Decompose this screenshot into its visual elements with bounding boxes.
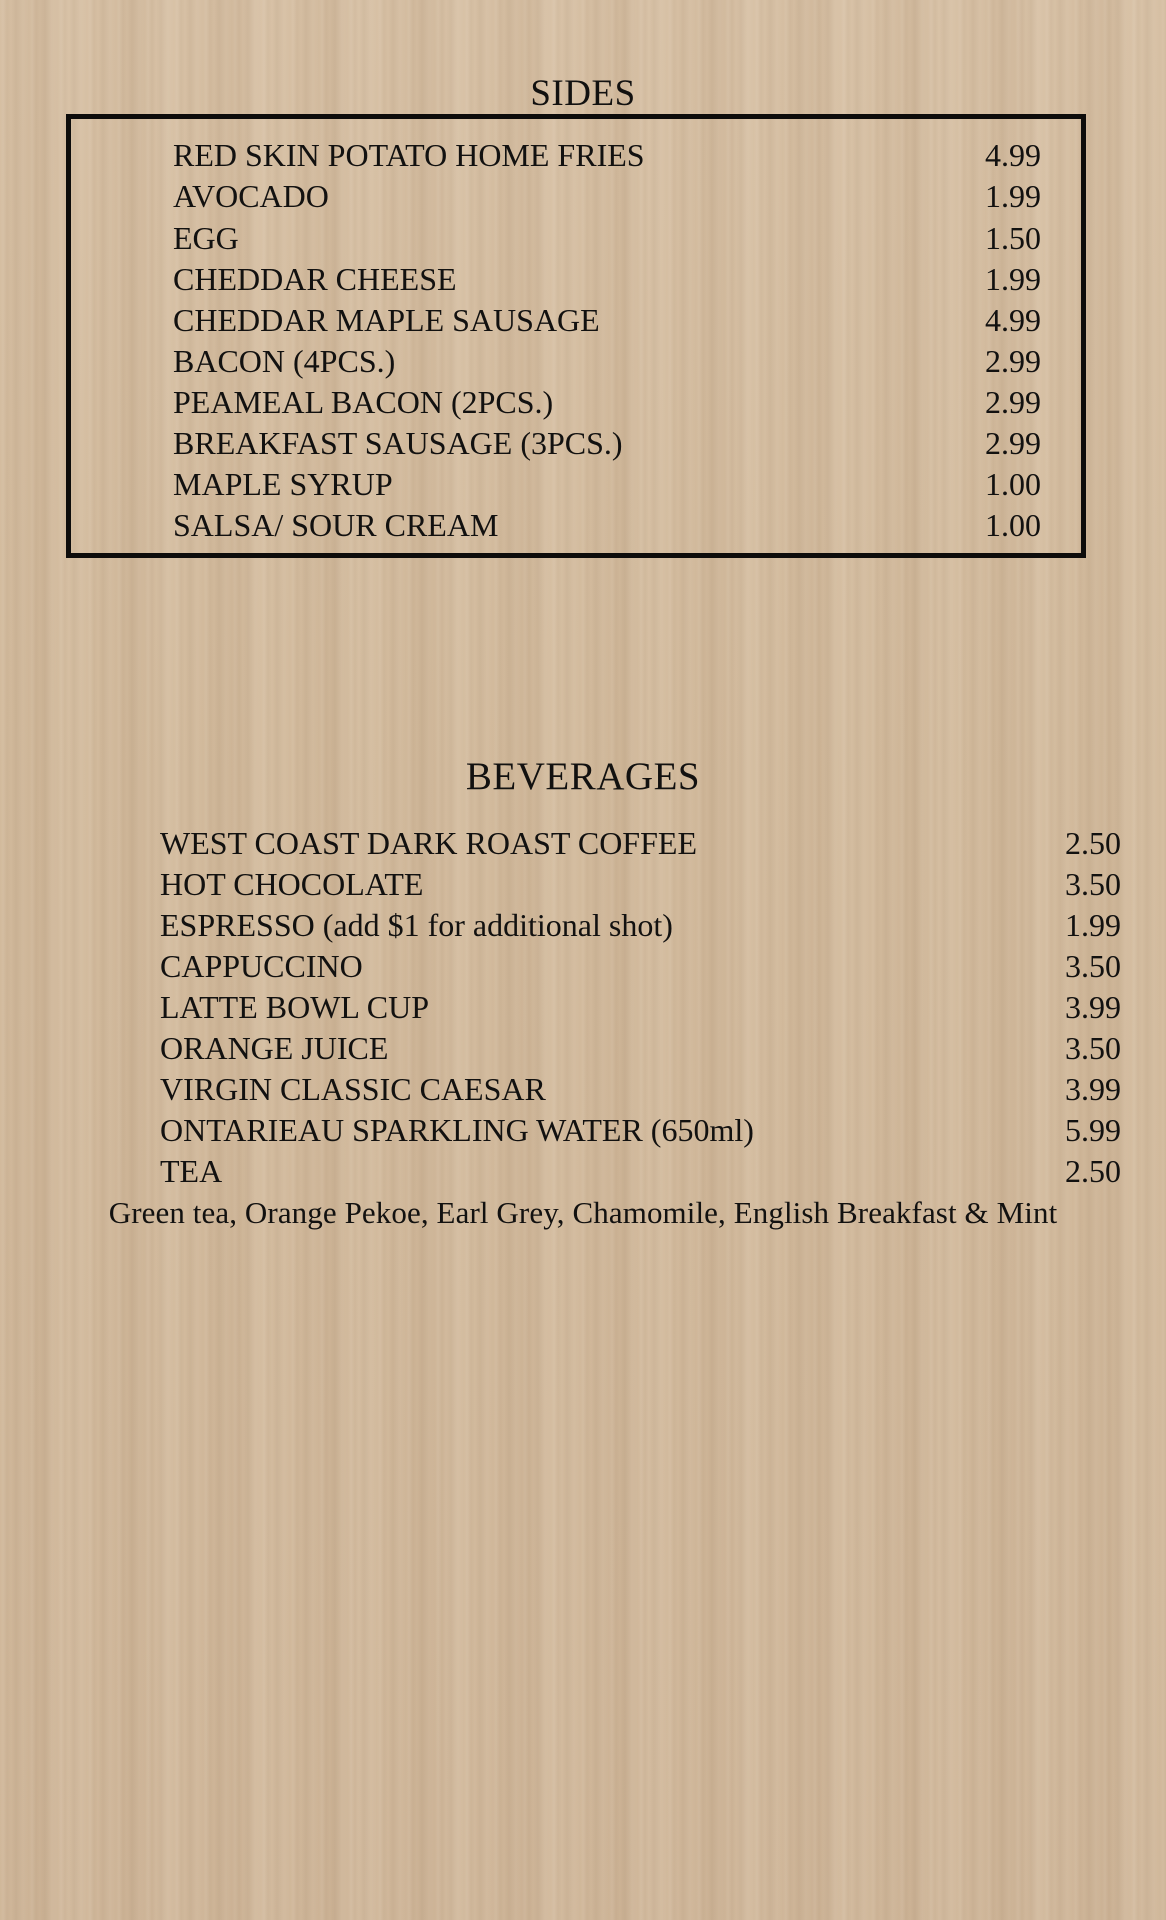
- sides-item: [173, 464, 1041, 505]
- sides-item-price: 1.00: [985, 507, 1041, 543]
- beverage-item: [160, 1028, 1121, 1069]
- sides-item-name: BREAKFAST SAUSAGE (3PCS.): [173, 425, 623, 461]
- beverage-item-name: WEST COAST DARK ROAST COFFEE: [160, 825, 697, 861]
- beverage-item: [160, 864, 1121, 905]
- beverage-item: [160, 1110, 1121, 1151]
- sides-item-name: EGG: [173, 220, 239, 256]
- sides-item-price: 1.99: [985, 261, 1041, 297]
- beverage-item-price: 3.50: [1065, 866, 1121, 902]
- beverage-item: [160, 946, 1121, 987]
- sides-item: [173, 218, 1041, 259]
- sides-section-title: SIDES: [530, 73, 636, 114]
- tea-varieties-note: Green tea, Orange Pekoe, Earl Grey, Chamomile, English Breakfast & Mint: [108, 1195, 1058, 1230]
- sides-item-name: CHEDDAR MAPLE SAUSAGE: [173, 302, 600, 338]
- sides-item-price: 1.99: [985, 178, 1041, 214]
- beverage-item-price: 3.50: [1065, 948, 1121, 984]
- beverage-item-price: 2.50: [1065, 1153, 1121, 1189]
- beverages-section-title: BEVERAGES: [465, 755, 701, 798]
- sides-item-name: SALSA/ SOUR CREAM: [173, 507, 499, 543]
- beverage-item-price: 5.99: [1065, 1112, 1121, 1148]
- beverage-item: [160, 987, 1121, 1028]
- beverage-item-price: 3.50: [1065, 1030, 1121, 1066]
- beverage-item-name: CAPPUCCINO: [160, 948, 363, 984]
- sides-item-name: MAPLE SYRUP: [173, 466, 393, 502]
- beverage-item-price: 3.99: [1065, 989, 1121, 1025]
- sides-item-price: 2.99: [985, 384, 1041, 420]
- sides-item-price: 2.99: [985, 425, 1041, 461]
- sides-item: [173, 135, 1041, 176]
- beverage-item-name: LATTE BOWL CUP: [160, 989, 430, 1025]
- sides-item: [173, 341, 1041, 382]
- sides-item-price: 2.99: [985, 343, 1041, 379]
- sides-item-name: AVOCADO: [173, 178, 329, 214]
- beverage-item: [160, 1151, 1121, 1192]
- sides-item-price: 1.50: [985, 220, 1041, 256]
- sides-item-name: PEAMEAL BACON (2PCS.): [173, 384, 554, 420]
- beverage-item: [160, 905, 1121, 946]
- sides-item: [173, 300, 1041, 341]
- beverage-item-name: ESPRESSO (add $1 for additional shot): [160, 907, 673, 943]
- beverage-item-name: ORANGE JUICE: [160, 1030, 389, 1066]
- sides-item: [173, 505, 1041, 546]
- beverage-item-name: TEA: [160, 1153, 223, 1189]
- sides-item: [173, 382, 1041, 423]
- beverage-item-price: 3.99: [1065, 1071, 1121, 1107]
- sides-item-name: RED SKIN POTATO HOME FRIES: [173, 137, 645, 173]
- beverage-item: [160, 1069, 1121, 1110]
- sides-item-price: 4.99: [985, 137, 1041, 173]
- beverage-item-price: 1.99: [1065, 907, 1121, 943]
- sides-item: [173, 423, 1041, 464]
- beverage-item-name: VIRGIN CLASSIC CAESAR: [160, 1071, 546, 1107]
- sides-item: [173, 259, 1041, 300]
- beverage-item-name: HOT CHOCOLATE: [160, 866, 424, 902]
- beverage-item-name: ONTARIEAU SPARKLING WATER (650ml): [160, 1112, 754, 1148]
- sides-item: [173, 176, 1041, 217]
- sides-item-name: BACON (4PCS.): [173, 343, 396, 379]
- beverage-item: [160, 823, 1121, 864]
- sides-item-price: 4.99: [985, 302, 1041, 338]
- beverage-item-price: 2.50: [1065, 825, 1121, 861]
- sides-item-price: 1.00: [985, 466, 1041, 502]
- sides-item-name: CHEDDAR CHEESE: [173, 261, 457, 297]
